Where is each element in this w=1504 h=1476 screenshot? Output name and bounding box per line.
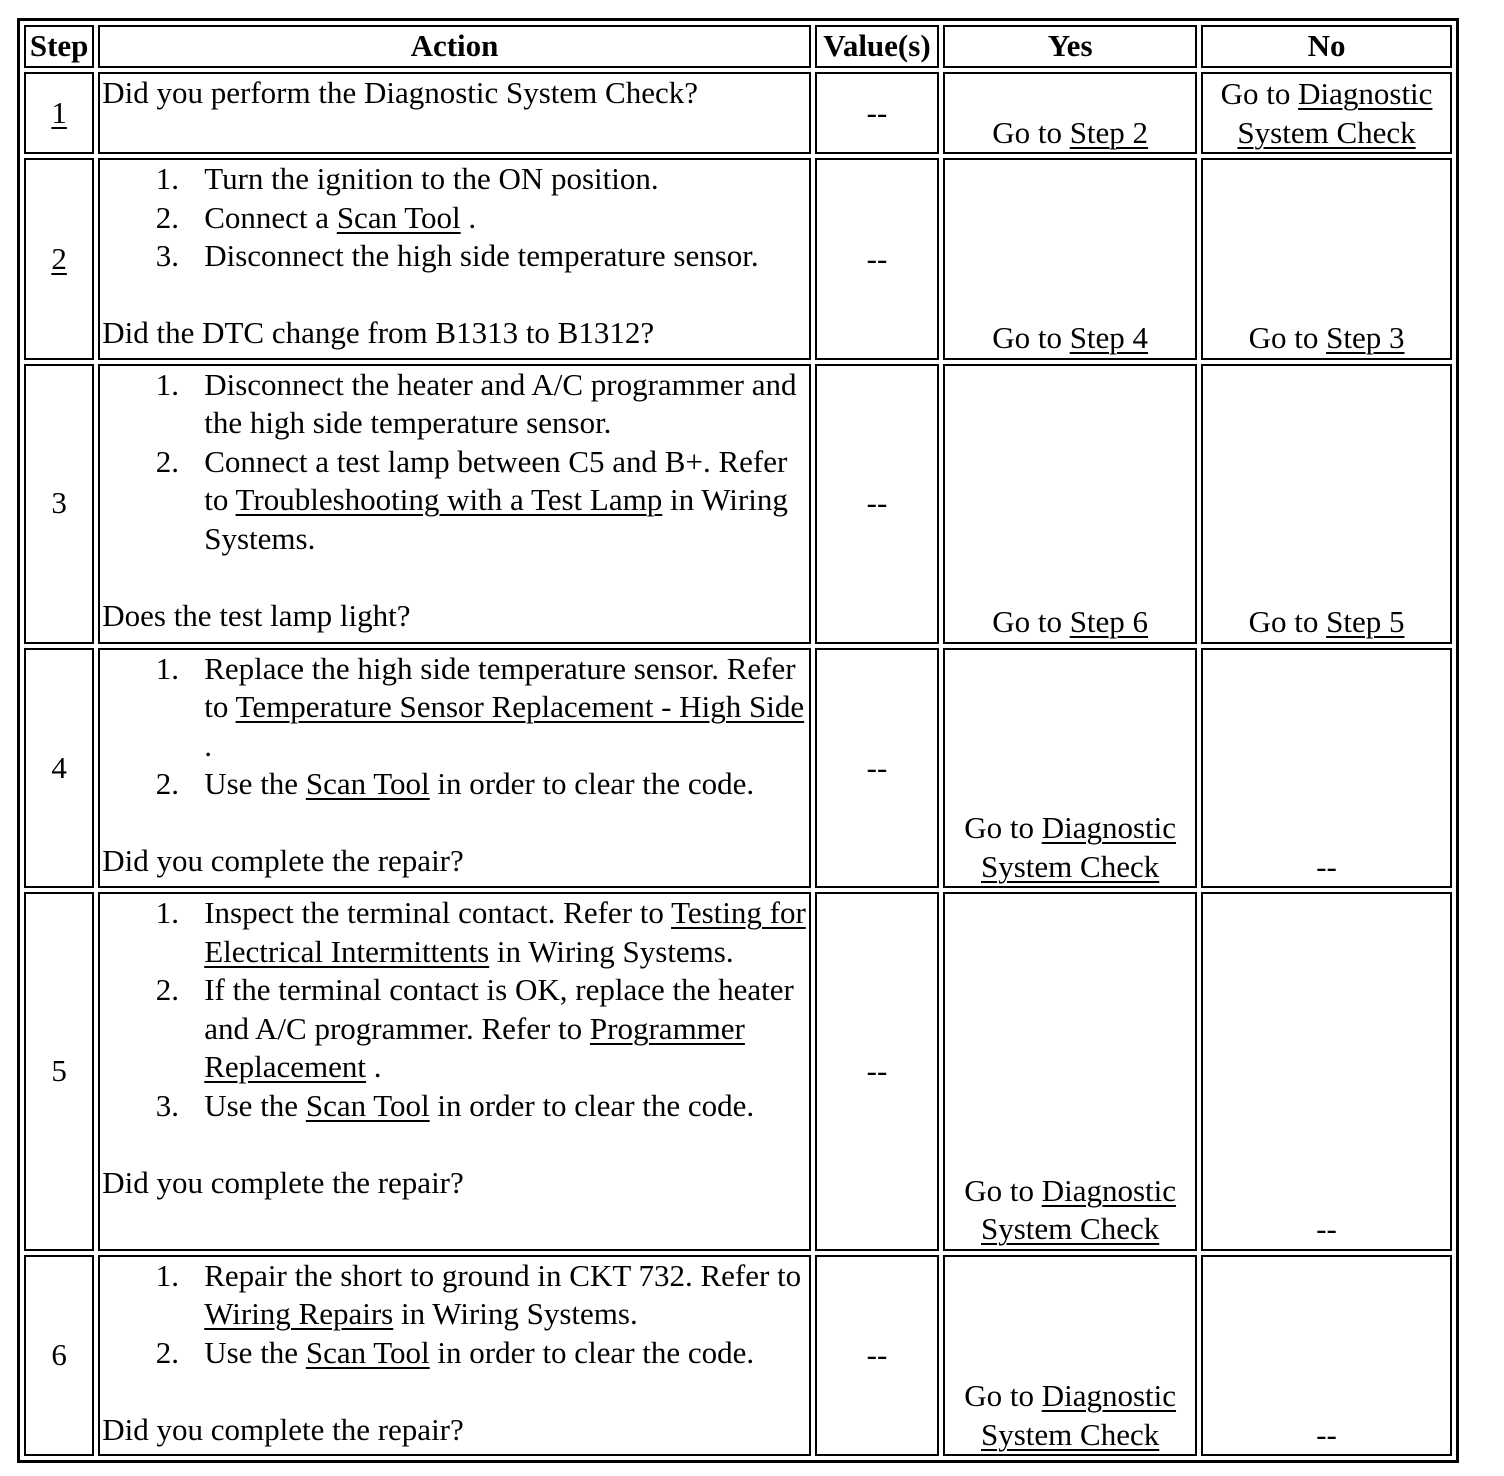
action-step: 1. Repair the short to ground in CKT 732. Refer to Wiring Repairs in Wiring Systems. (202, 1257, 807, 1334)
step-cell: 4 (24, 648, 94, 889)
yes-cell (943, 72, 1197, 155)
action-cell (98, 158, 811, 359)
action-cell (98, 72, 811, 155)
no-cell (1201, 364, 1452, 644)
value-cell: -- (815, 892, 939, 1250)
yes-prefix: Go to (992, 320, 1070, 356)
no-cell: -- (1201, 648, 1452, 889)
value-cell: -- (815, 72, 939, 155)
action-steps (102, 894, 807, 1125)
yes-link[interactable]: Step 2 (1069, 114, 1149, 150)
scan-tool-link[interactable]: Scan Tool (305, 1087, 430, 1123)
header-no: No (1201, 25, 1452, 68)
intermittents-link[interactable]: Testing for Electrical Intermittents (204, 895, 806, 969)
action-steps (102, 1257, 807, 1373)
action-question: Did you complete the repair? (102, 843, 464, 879)
value-cell: -- (815, 648, 939, 889)
action-cell (98, 648, 811, 889)
step-cell: 5 (24, 892, 94, 1250)
yes-prefix: Go to (964, 1378, 1042, 1413)
diagnostic-table-frame (17, 18, 1459, 1463)
action-step: 1. Replace the high side temperature sensor. Refer to Temperature Sensor Replacement - High Side . (202, 650, 807, 766)
action-step: 2. Connect a test lamp between C5 and B+. Refer to Troubleshooting with a Test Lamp in Wiring Systems. (202, 443, 807, 559)
no-link[interactable]: Step 3 (1326, 320, 1405, 356)
yes-cell (943, 1255, 1197, 1456)
yes-cell (943, 892, 1197, 1250)
step-link[interactable]: 1 (51, 94, 67, 130)
action-step: 3. Use the Scan Tool in order to clear the code. (202, 1087, 807, 1126)
action-cell (98, 1255, 811, 1456)
yes-prefix: Go to (964, 1172, 1042, 1208)
yes-cell (943, 158, 1197, 359)
action-steps (102, 160, 807, 276)
wiring-repairs-link[interactable]: Wiring Repairs (204, 1296, 394, 1332)
table-row (24, 648, 1452, 889)
no-cell (1201, 158, 1452, 359)
step-cell: 3 (24, 364, 94, 644)
scan-tool-link[interactable]: Scan Tool (305, 766, 430, 802)
action-step: 1. Disconnect the heater and A/C programmer and the high side temperature sensor. (202, 366, 807, 443)
action-steps (102, 366, 807, 559)
yes-link[interactable]: Step 4 (1069, 320, 1149, 356)
action-question: Did the DTC change from B1313 to B1312? (102, 315, 655, 351)
yes-link[interactable]: Step 6 (1069, 604, 1149, 640)
action-step: 1. Turn the ignition to the ON position. (202, 160, 807, 199)
step-cell[interactable] (24, 72, 94, 155)
action-step: 1. Inspect the terminal contact. Refer to Testing for Electrical Intermittents in Wiring Systems. (202, 894, 807, 971)
header-values: Value(s) (815, 25, 939, 68)
yes-prefix: Go to (992, 114, 1070, 150)
action-step: 3. Disconnect the high side temperature sensor. (202, 237, 807, 276)
step-link[interactable]: 2 (51, 240, 67, 276)
table-row (24, 158, 1452, 359)
header-action: Action (98, 25, 811, 68)
yes-link[interactable]: Diagnostic System Check (981, 1172, 1177, 1247)
diagnostic-table (20, 21, 1456, 1460)
action-step: 2. Use the Scan Tool in order to clear the code. (202, 765, 807, 804)
sensor-replacement-link[interactable]: Temperature Sensor Replacement - High Side (235, 689, 805, 725)
table-row (24, 1255, 1452, 1456)
value-cell: -- (815, 1255, 939, 1456)
action-step: 2. Use the Scan Tool in order to clear the code. (202, 1334, 807, 1373)
no-cell: -- (1201, 1255, 1452, 1456)
scan-tool-link[interactable]: Scan Tool (336, 199, 461, 235)
no-prefix: Go to (1220, 76, 1299, 112)
action-question: Did you complete the repair? (102, 1164, 464, 1200)
test-lamp-link[interactable]: Troubleshooting with a Test Lamp (235, 482, 663, 518)
scan-tool-link[interactable]: Scan Tool (305, 1334, 430, 1370)
yes-prefix: Go to (964, 810, 1042, 846)
no-link[interactable]: Diagnostic System Check (1237, 76, 1433, 150)
programmer-replacement-link[interactable]: Programmer Replacement (204, 1010, 745, 1085)
step-cell: 6 (24, 1255, 94, 1456)
no-prefix: Go to (1248, 604, 1327, 640)
yes-link[interactable]: Diagnostic System Check (981, 1378, 1177, 1452)
yes-cell (943, 648, 1197, 889)
header-step: Step (24, 25, 94, 68)
no-prefix: Go to (1248, 320, 1327, 356)
yes-cell (943, 364, 1197, 644)
value-cell: -- (815, 158, 939, 359)
table-row (24, 892, 1452, 1250)
table-row (24, 364, 1452, 644)
action-question: Did you perform the Diagnostic System Check? (102, 74, 699, 110)
action-question: Did you complete the repair? (102, 1411, 464, 1447)
action-step: 2. If the terminal contact is OK, replace the heater and A/C programmer. Refer to Programmer Replacement . (202, 971, 807, 1087)
no-cell: -- (1201, 892, 1452, 1250)
value-cell: -- (815, 364, 939, 644)
action-step: 2. Connect a Scan Tool . (202, 199, 807, 238)
no-link[interactable]: Step 5 (1326, 604, 1405, 640)
no-cell (1201, 72, 1452, 155)
yes-prefix: Go to (992, 604, 1070, 640)
table-row (24, 72, 1452, 155)
yes-link[interactable]: Diagnostic System Check (981, 810, 1177, 884)
action-cell (98, 892, 811, 1250)
header-row (24, 25, 1452, 68)
action-question: Does the test lamp light? (102, 597, 411, 633)
header-yes: Yes (943, 25, 1197, 68)
action-cell (98, 364, 811, 644)
action-steps (102, 650, 807, 804)
step-cell[interactable] (24, 158, 94, 359)
